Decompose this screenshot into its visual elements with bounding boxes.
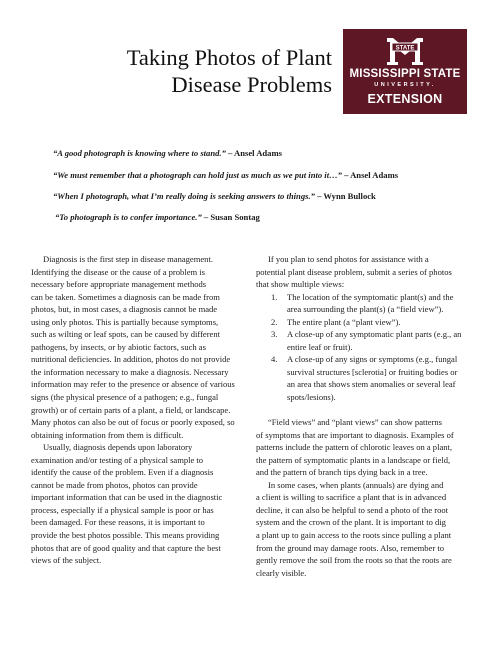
text-line: obtaining information from them is difficult. (31, 429, 184, 440)
logo-sub: UNIVERSITY. (374, 82, 436, 88)
left-column (31, 253, 256, 567)
quote-text: “We must remember that a photograph can hold just as much as we put into it…” (53, 170, 342, 180)
quote-author: – Susan Sontag (201, 212, 260, 222)
paragraph-usually (31, 441, 256, 566)
text-line: the information necessary to make a diagnosis. Necessary (31, 366, 229, 377)
text-line: using only photos. This is partially because symptoms, (31, 316, 219, 327)
quote-author: – Ansel Adams (225, 148, 282, 158)
paragraph-intro (256, 253, 481, 291)
text-line: Many photos can also be out of focus or poorly exposed, so (31, 417, 235, 428)
text-line: The entire plant (a “plant view”). (287, 316, 401, 327)
text-line: clearly visible. (256, 567, 307, 578)
text-line: spots/lesions). (287, 392, 336, 403)
paragraph-diagnosis (31, 253, 256, 441)
text-line: a plant up to gain access to the roots since pulling a plant (256, 529, 452, 540)
text-line: an area that shows stem anomalies or several leaf (287, 379, 456, 390)
quote-author: – Wynn Bullock (314, 191, 376, 201)
text-line: process, especially if a physical sample is poor or has (31, 504, 214, 515)
text-line: necessary before appropriate management methods (31, 279, 207, 290)
university-emblem-icon (385, 34, 425, 66)
text-line: Identifying the disease or the cause of a problem is (31, 266, 205, 277)
text-line: Diagnosis is the first step in disease management. (43, 254, 213, 264)
text-line: important information that can be used in the diagnostic (31, 492, 223, 503)
text-line: A close-up of any signs or symptoms (e.g., fungal (287, 354, 458, 365)
text-line: nutritional deficiencies. In addition, photos do not provide (31, 354, 231, 365)
text-line: can be taken. Sometimes a diagnosis can be made from (31, 291, 220, 302)
text-line: from the ground may damage roots. Also, remember to (256, 542, 444, 553)
text-line: provide the best photos possible. This means providing (31, 530, 220, 541)
list-item (256, 353, 481, 403)
list-number: 1. (271, 291, 278, 302)
list-number: 4. (271, 354, 278, 365)
text-line: and the pattern of branch tips dying back in a tree. (256, 467, 428, 478)
quote-text: “A good photograph is knowing where to stand.” (53, 148, 226, 158)
page-title (60, 44, 332, 98)
quote-author: – Ansel Adams (341, 170, 399, 180)
text-line: that show multiple views: (256, 279, 345, 290)
text-line: a client is willing to sacrifice a plant that is in advanced (256, 492, 447, 503)
text-line: information may refer to the presence or absence of various (31, 379, 235, 390)
list-item (256, 291, 481, 316)
text-line: The location of the symptomatic plant(s) and the (287, 291, 454, 302)
list-number: 3. (271, 329, 278, 340)
photo-views-list (256, 291, 481, 404)
list-item (256, 328, 481, 353)
text-line: potential plant disease problem, submit a series of photos (256, 266, 452, 277)
paragraph-field-views (256, 416, 481, 479)
text-line: entire leaf or fruit). (287, 341, 353, 352)
text-line: gently remove the soil from the roots so that the roots are (256, 555, 452, 566)
text-line: photos that are of good quality and that capture the best (31, 542, 221, 553)
title-line-1: Taking Photos of Plant (126, 45, 332, 70)
list-number: 2. (271, 316, 278, 327)
title-line-2: Disease Problems (171, 72, 332, 97)
text-line: views of the subject. (31, 555, 102, 566)
text-line: “Field views” and “plant views” can show patterns (268, 417, 442, 428)
text-line: examination and/or testing of a physical sample to (31, 454, 204, 465)
right-column (256, 253, 481, 579)
text-line: system and the crown of the plant. It is important to dig (256, 517, 446, 528)
text-line: If you plan to send photos for assistance with a (268, 254, 429, 264)
text-line: survival structures [sclerotia] or fruiting bodies or (287, 366, 458, 377)
text-line: signs (the physical presence of a pathogen; e.g., fungal (31, 392, 219, 403)
text-line: been damaged. For these reasons, it is important to (31, 517, 205, 528)
list-item (256, 316, 481, 329)
text-line: A close-up of any symptomatic plant parts (e.g., an (287, 329, 462, 340)
text-line: the pattern of symptomatic plants in a landscape or field, (256, 454, 451, 465)
text-line: cannot be made from photos, photos can provide (31, 479, 198, 490)
quote-text: “To photograph is to confer importance.” (55, 212, 202, 222)
text-line: of symptoms that are important to diagnosis. Examples of (256, 429, 454, 440)
text-line: pathogens, by insects, or by abiotic factors, such as (31, 341, 206, 352)
text-line: photos, but, in most cases, a diagnosis cannot be made (31, 304, 218, 315)
emblem-label: STATE (395, 45, 415, 52)
quote-4 (55, 212, 260, 222)
quote-text: “When I photograph, what I’m really doing is seeking answers to things.” (53, 191, 315, 201)
text-line: decline, it can also be helpful to send a photo of the root (256, 504, 449, 515)
text-line: patterns include the pattern of chlorotic leaves on a plant, (256, 442, 453, 453)
quote-1 (53, 148, 282, 158)
text-line: Usually, diagnosis depends upon laboratory (43, 442, 193, 453)
text-line: such as wilting or leaf spots, can be caused by different (31, 329, 221, 340)
quote-2 (53, 170, 398, 180)
logo-extension: EXTENSION (367, 92, 443, 106)
text-line: area surrounding the plant(s) (a “field view”). (287, 304, 444, 315)
paragraph-roots (256, 479, 481, 579)
text-line: growth) or of certain parts of a plant, a field, or landscape. (31, 404, 231, 415)
text-line: identify the cause of the problem. Even if a diagnosis (31, 467, 214, 478)
logo-name: MISSISSIPPI STATE (349, 68, 461, 80)
quote-3 (53, 191, 376, 201)
extension-logo (343, 29, 467, 114)
text-line: In some cases, when plants (annuals) are dying and (268, 479, 444, 490)
